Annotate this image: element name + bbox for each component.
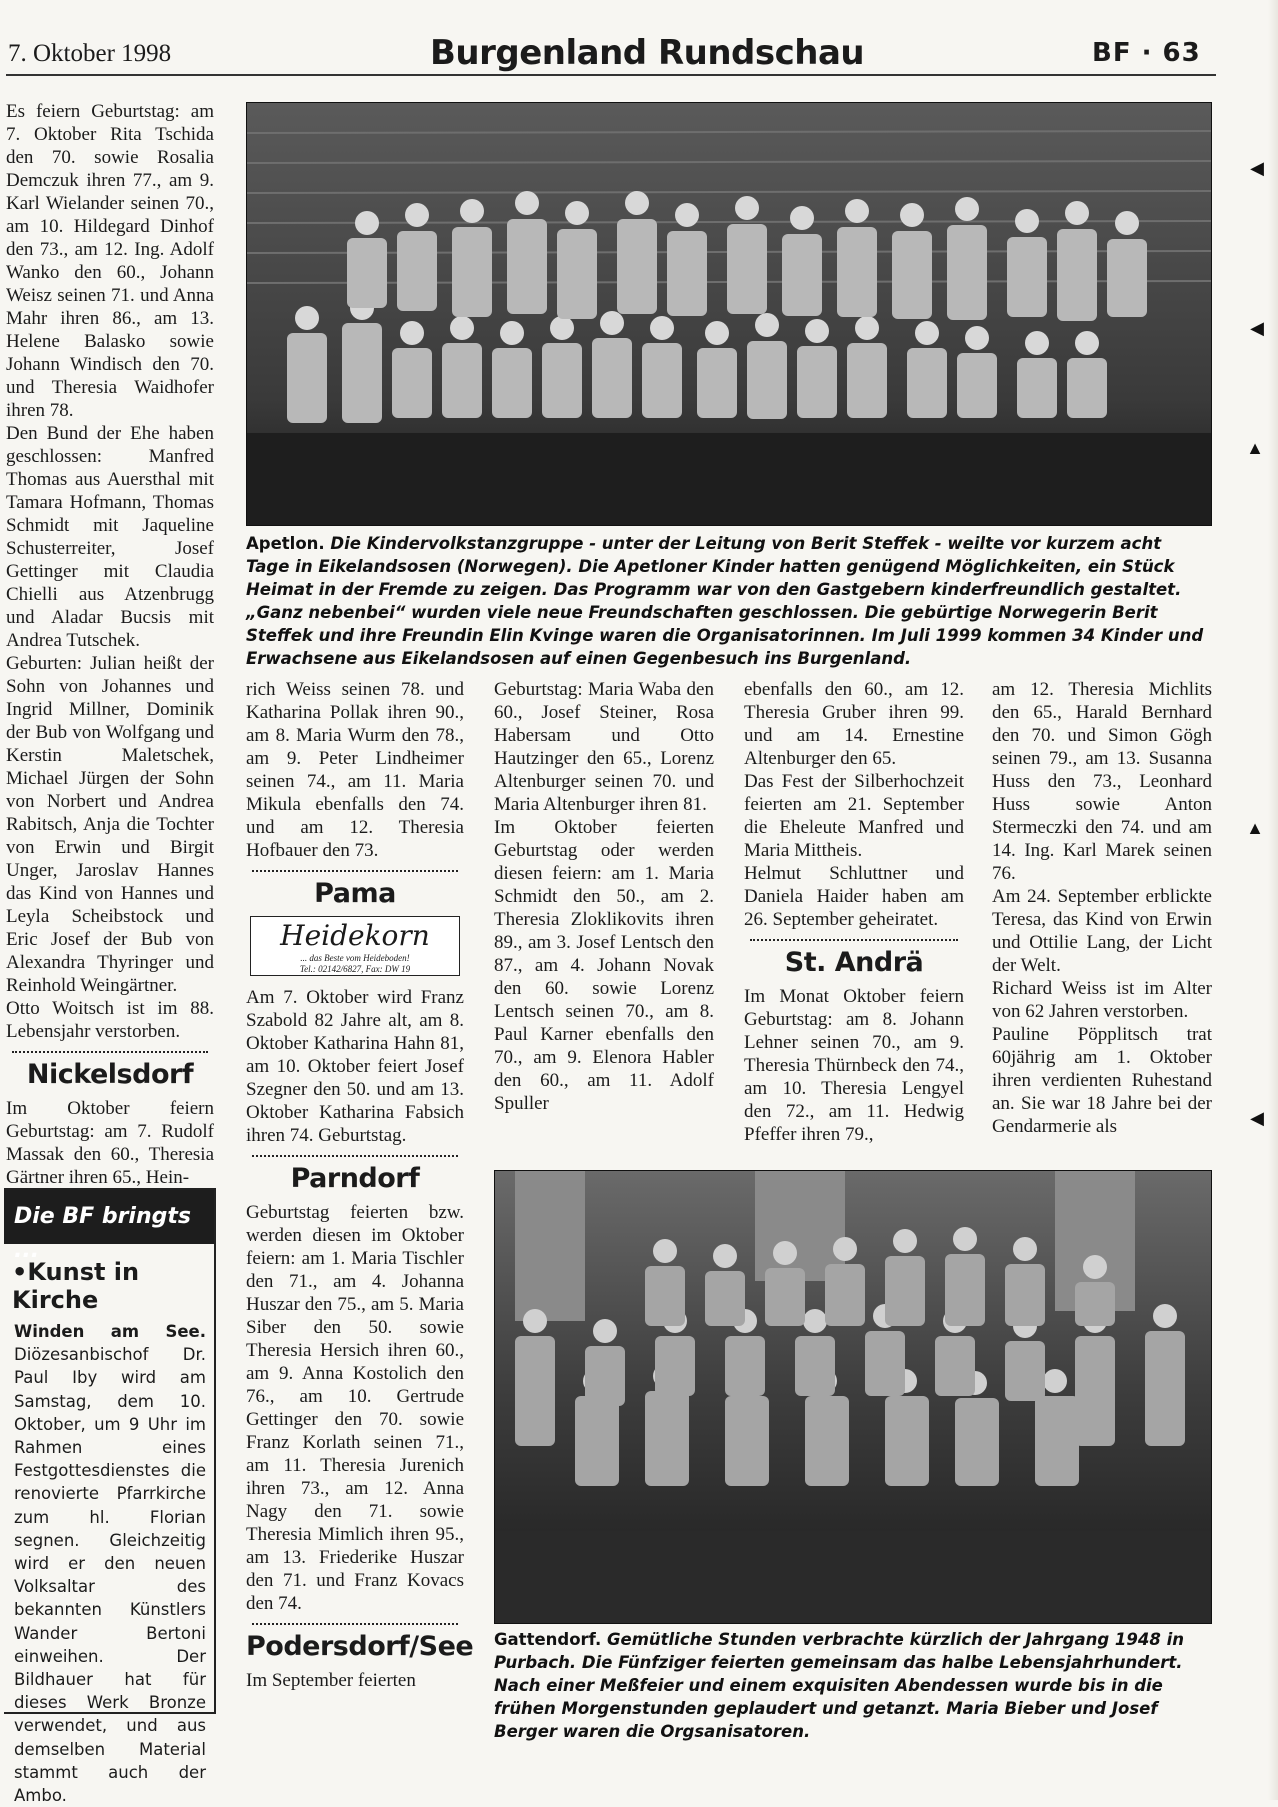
caption-place: Gattendorf. [494, 1630, 602, 1649]
article-paragraph: Pauline Pöpplitsch trat 60jährig am 1. Oktober ihren verdienten Ruhestand an. Sie war 18 Jahre bei der Gendarmerie als [992, 1024, 1212, 1137]
column-3 [494, 678, 714, 1115]
article-paragraph: Im Monat Oktober feiern Geburtstag: am 8. Johann Lehner seinen 70., am 9. Theresia Thürnbeck den 74., am 10. Theresia Lengyel den 72., am 11. Hedwig Pfeffer ihren 79., [744, 986, 964, 1145]
article-paragraph: Im September feierten [246, 1670, 416, 1691]
section-heading-parndorf: Parndorf [290, 1163, 420, 1194]
column-1 [6, 100, 214, 1189]
arrow-up-icon: ▲ [1246, 818, 1264, 838]
advertisement-heidekorn [250, 916, 460, 976]
arrow-left-icon: ◀ [1250, 158, 1264, 178]
article-paragraph: Geburtstag feierten bzw. werden diesen im Oktober feiern: am 1. Maria Tischler den 71., am 4. Johanna Huszar den 75., am 5. Maria Siber den 50. sowie Theresia Hersich ihren 60., am 9. Anna Kostolich den 76., am 10. Gertrude Gettinger den 70. sowie Franz Korlath seinen 71., am 11. Theresia Jurenich ihren 73., am 12. Anna Nagy den 71. sowie Theresia Mimlich ihren 95., am 13. Friederike Huszar den 71. und Franz Kovacs den 74. [246, 1202, 464, 1614]
newspaper-title: Burgenland Rundschau [430, 33, 865, 73]
section-divider [12, 1051, 208, 1053]
caption-text: Gemütliche Stunden verbrachte kürzlich der Jahrgang 1948 in Purbach. Die Fünfziger feierten gemeinsam das halbe Lebensjahrhundert. Nach einer Meßfeier und einem exquisiten Abendessen wurde bis in die frühen Morgenstunden geplaudert und getanzt. Maria Bieber und Josef Berger waren die Orgsanisatoren. [494, 1630, 1184, 1741]
issue-date: 7. Oktober 1998 [8, 40, 172, 67]
column-5 [992, 678, 1212, 1138]
column-2 [246, 678, 474, 1692]
photo-apetlon-dance-group [246, 102, 1212, 526]
caption-text: Die Kindervolkstanzgruppe - unter der Leitung von Berit Steffek - weilte vor kurzem acht Tage in Eikelandsosen (Norwegen). Die Apetloner Kinder hatten genügend Möglichkeiten, ein Stück Heimat in der Fremde zu zeigen. Das Programm war von den Gastgebern kinderfreundlich gestaltet. „Ganz nebenbei“ wurden viele neue Freundschaften geschlossen. Die gebürtige Norwegerin Berit Steffek und ihre Freundin Elin Kvinge waren die Organisatorinnen. Im Juli 1999 kommen 34 Kinder und Erwachsene aus Eikelandsosen auf einen Gegenbesuch ins Burgenland. [246, 534, 1204, 668]
article-paragraph: Geburtstag: Maria Waba den 60., Josef Steiner, Rosa Habersam und Otto Hautzinger den 65., Lorenz Altenburger seinen 70. und Maria Altenburger ihren 81. [494, 679, 714, 815]
article-paragraph: am 12. Theresia Michlits den 65., Harald Bernhard den 70. und Simon Gögh seinen 79., am 13. Susanna Huss den 73., Leonhard Huss sowie Anton Stermeczki den 74. und am 14. Ing. Karl Marek seinen 76. [992, 679, 1212, 884]
ad-slogan: ... das Beste vom Heideboden! [300, 953, 410, 963]
article-paragraph: Richard Weiss ist im Alter von 62 Jahren verstorben. [992, 978, 1212, 1022]
sidebar-banner: Die BF bringts ... [4, 1190, 214, 1244]
section-divider [252, 1155, 458, 1157]
article-paragraph: Otto Woitsch ist im 88. Lebensjahr verstorben. [6, 998, 214, 1042]
photo-apetlon-image [247, 103, 1211, 525]
sidebar-text [14, 1320, 206, 1807]
article-paragraph: Das Fest der Silberhochzeit feierten am 21. September die Eheleute Manfred und Maria Mittheis. [744, 771, 964, 861]
sidebar-box [4, 1188, 216, 1806]
page-number: BF · 63 [1092, 38, 1201, 68]
sidebar-body: Diözesanbischof Dr. Paul Iby wird am Samstag, dem 10. Oktober, um 9 Uhr im Rahmen eines Festgottesdienstes die renovierte Pfarrkirche zum hl. Florian segnen. Gleichzeitig wird er den neuen Volksaltar des bekannten Künstlers Wander Bertoni einweihen. Der Bildhauer hat für dieses Werk Bronze verwendet, und aus demselben Material stammt auch der Ambo. [14, 1345, 206, 1806]
masthead-rule [6, 74, 1216, 76]
section-heading-st-andrae: St. Andrä [784, 947, 924, 978]
article-paragraph: Am 24. September erblickte Teresa, das Kind von Erwin und Ottilie Lang, der Licht der Welt. [992, 886, 1212, 976]
article-paragraph: ebenfalls den 60., am 12. Theresia Gruber ihren 99. und am 14. Ernestine Altenburger den 65. [744, 679, 964, 769]
article-paragraph: Helmut Schluttner und Daniela Haider haben am 26. September geheiratet. [744, 863, 964, 930]
section-heading-nickelsdorf: Nickelsdorf [26, 1059, 194, 1090]
scan-edge [1268, 0, 1278, 1800]
article-paragraph: Es feiern Geburtstag: am 7. Oktober Rita Tschida den 70. sowie Rosalia Demczuk ihren 77., am 9. Karl Wielander seinen 70., am 10. Hildegard Dinhof den 73., am 12. Ing. Adolf Wanko den 60., Johann Weisz seinen 71. und Anna Mahr ihren 86., am 13. Helene Balasko sowie Johann Windisch den 70. und Theresia Waidhofer ihren 78. [6, 101, 214, 421]
section-divider [252, 870, 458, 872]
caption-place: Apetlon. [246, 534, 325, 553]
arrow-up-icon: ▲ [1246, 438, 1264, 458]
photo-gattendorf-group [494, 1170, 1212, 1624]
article-paragraph: Den Bund der Ehe haben geschlossen: Manfred Thomas aus Auersthal mit Tamara Hofmann, Thomas Schmidt mit Jaqueline Schusterreiter, Josef Gettinger mit Claudia Chielli aus Atzenbrugg und Aladar Bucsis mit Andrea Tutschek. [6, 423, 214, 651]
photo-caption-apetlon [246, 532, 1210, 670]
article-paragraph: rich Weiss seinen 78. und Katharina Pollak ihren 90., am 8. Maria Wurm den 78., am 9. Peter Lindheimer seinen 74., am 11. Maria Mikula ebenfalls den 74. und am 12. Theresia Hofbauer den 73. [246, 679, 464, 861]
arrow-left-icon: ◀ [1250, 318, 1264, 338]
sidebar-lead: Winden am See. [14, 1322, 206, 1341]
section-heading-pama: Pama [314, 878, 396, 909]
ad-contact: Tel.: 02142/6827, Fax: DW 19 [299, 964, 411, 974]
photo-gattendorf-image [495, 1171, 1211, 1623]
section-heading-podersdorf: Podersdorf/See [246, 1631, 474, 1662]
sidebar-heading: •Kunst in Kirche [12, 1258, 140, 1314]
arrow-left-icon: ◀ [1250, 1108, 1264, 1128]
section-divider [750, 939, 958, 941]
photo-caption-gattendorf [494, 1628, 1212, 1743]
article-paragraph: Am 7. Oktober wird Franz Szabold 82 Jahre alt, am 8. Oktober Katharina Hahn 81, am 10. Oktober feiert Josef Szegner den 50. und am 13. Oktober Katharina Fabsich ihren 74. Geburtstag. [246, 987, 464, 1146]
section-divider [252, 1623, 458, 1625]
article-paragraph: Geburten: Julian heißt der Sohn von Johannes und Ingrid Millner, Dominik der Bub von Wolfgang und Kerstin Maletschek, Michael Jürgen der Sohn von Norbert und Andrea Rabitsch, Anja die Tochter von Erwin und Birgit Unger, Jaroslav Hannes das Kind von Hannes und Leyla Scheibstock und Eric Josef der Bub von Alexandra Thyringer und Reinhold Weingärtner. [6, 653, 214, 996]
article-paragraph: Im Oktober feiern Geburtstag: am 7. Rudolf Massak den 60., Theresia Gärtner ihren 65., Hein- [6, 1098, 214, 1188]
article-paragraph: Im Oktober feierten Geburtstag oder werden diesen feiern: am 1. Maria Schmidt den 50., am 2. Theresia Zloklikovits ihren 89., am 3. Josef Lentsch den 87., am 4. Johann Novak den 60. sowie Lorenz Lentsch seinen 70., am 8. Paul Karner ebenfalls den 70., am 9. Elenora Habler den 60., am 11. Adolf Spuller [494, 817, 714, 1114]
ad-brand-name: Heidekorn [280, 919, 430, 952]
column-4 [744, 678, 964, 1146]
